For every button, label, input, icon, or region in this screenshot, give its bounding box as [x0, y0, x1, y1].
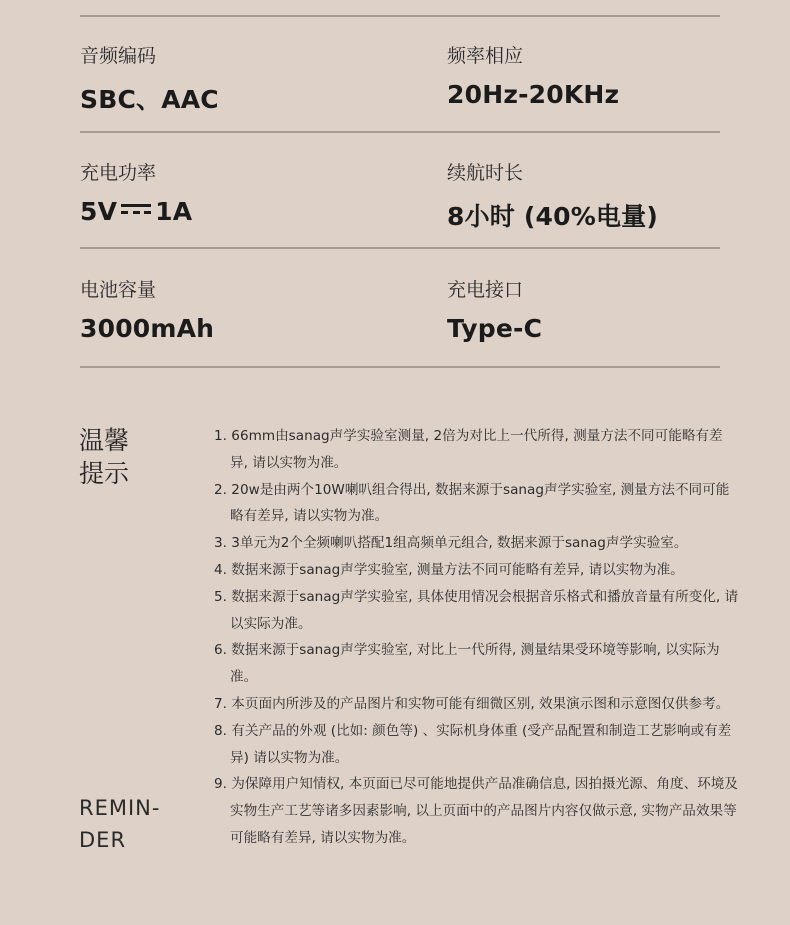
- reminder-notes-list: [214, 423, 739, 852]
- reminder-title-en: [79, 792, 160, 856]
- divider-row3: [80, 366, 720, 368]
- reminder-title-line1: 温馨: [79, 426, 130, 455]
- reminder-title: [79, 424, 129, 490]
- spec-value-charging-power: [80, 197, 192, 226]
- spec-label-battery-life: 续航时长: [447, 162, 524, 184]
- spec-value-audio-codec: SBC、AAC: [80, 85, 219, 114]
- spec-label-frequency-response: 频率相应: [447, 45, 524, 67]
- charging-voltage: 5V: [80, 197, 118, 226]
- reminder-note-3: 3. 3单元为2个全频喇叭搭配1组高频单元组合, 数据来源于sanag声学实验室。: [214, 535, 688, 552]
- spec-value-frequency-response: 20Hz-20KHz: [447, 80, 620, 109]
- reminder-note-5: 5. 数据来源于sanag声学实验室, 具体使用情况会根据音乐格式和播放音量有所变化, 请以实际为准。: [214, 588, 739, 632]
- spec-label-charging-port: 充电接口: [447, 279, 524, 301]
- dc-current-symbol-icon: [121, 204, 151, 218]
- reminder-title-line2: 提示: [79, 459, 130, 488]
- reminder-note-4: 4. 数据来源于sanag声学实验室, 测量方法不同可能略有差异, 请以实物为准。: [214, 561, 684, 578]
- spec-value-battery-life: 8小时 (40%电量): [447, 202, 658, 231]
- spec-label-charging-power: 充电功率: [80, 162, 157, 184]
- spec-value-battery-capacity: 3000mAh: [80, 314, 215, 343]
- reminder-note-7: 7. 本页面内所涉及的产品图片和实物可能有细微区别, 效果演示图和示意图仅供参考。: [214, 695, 730, 712]
- divider-row2: [80, 247, 720, 249]
- reminder-note-6: 6. 数据来源于sanag声学实验室, 对比上一代所得, 测量结果受环境等影响, 以实际为准。: [214, 642, 720, 686]
- spec-label-battery-capacity: 电池容量: [80, 279, 157, 301]
- reminder-note-9: 9. 为保障用户知情权, 本页面已尽可能地提供产品准确信息, 因拍摄光源、角度、环境及实物生产工艺等诸多因素影响, 以上页面中的产品图片内容仅做示意, 实物产品效果等可能略有差异, 请以实物为准。: [214, 776, 738, 846]
- reminder-title-en-line1: REMIN-: [79, 796, 161, 820]
- spec-label-audio-codec: 音频编码: [80, 45, 157, 67]
- reminder-note-2: 2. 20w是由两个10W喇叭组合得出, 数据来源于sanag声学实验室, 测量方法不同可能略有差异, 请以实物为准。: [214, 481, 730, 525]
- divider-row1: [80, 131, 720, 133]
- reminder-note-8: 8. 有关产品的外观 (比如: 颜色等) 、实际机身体重 (受产品配置和制造工艺影响或有差异) 请以实物为准。: [214, 722, 732, 766]
- spec-value-charging-port: Type-C: [447, 314, 543, 343]
- reminder-note-1: 1. 66mm由sanag声学实验室测量, 2倍为对比上一代所得, 测量方法不同可能略有差异, 请以实物为准。: [214, 428, 723, 471]
- divider-top: [80, 15, 720, 17]
- charging-current: 1A: [155, 197, 193, 226]
- reminder-title-en-line2: DER: [79, 828, 127, 852]
